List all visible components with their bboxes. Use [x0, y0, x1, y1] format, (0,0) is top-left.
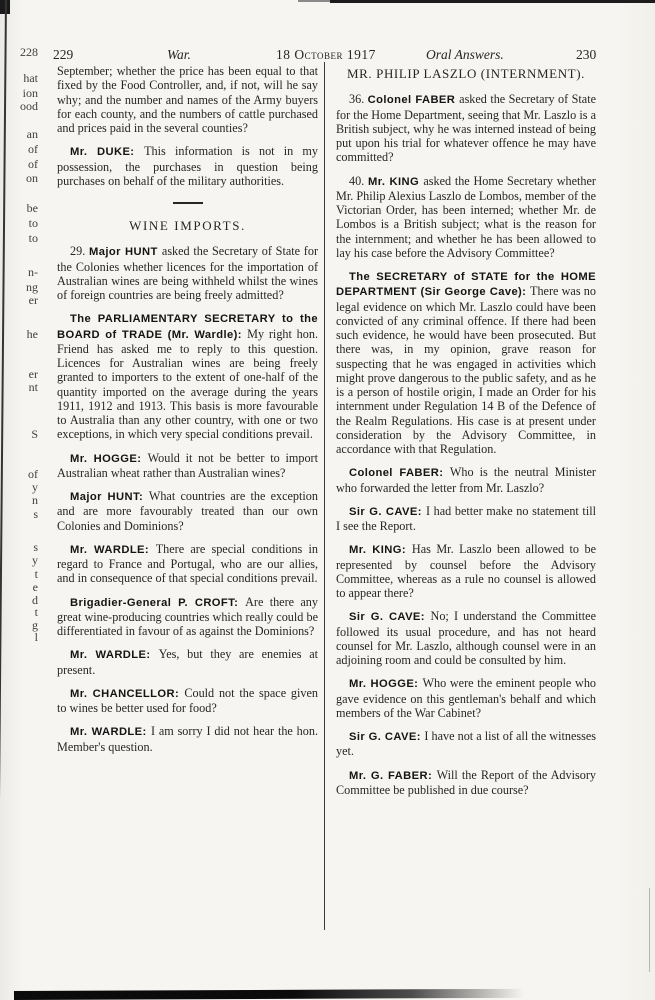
paragraph-text: Will the Report of the Advisory Committee be published in due course?: [336, 767, 596, 797]
paragraph-text: Who were the eminent people who gave evidence on this gentleman's behalf and which members of the War Cabinet?: [336, 676, 597, 720]
margin-fragment: y: [32, 480, 38, 494]
speaker-name: Colonel FABER: [367, 94, 460, 107]
margin-fragment: s: [33, 540, 38, 554]
section-heading: WINE IMPORTS.: [129, 218, 246, 233]
speaker-name: The SECRETARY of STATE for the HOME DEPARTMENT (Sir George Cave):: [336, 271, 596, 299]
paragraph: [57, 724, 318, 754]
margin-fragment: to: [28, 216, 38, 230]
speaker-name: Colonel FABER:: [349, 467, 450, 480]
margin-fragment: of: [28, 142, 38, 156]
paragraph-text: Could not the space given to wines be better used for food?: [57, 685, 318, 715]
speaker-name: Mr. WARDLE:: [70, 726, 151, 739]
scan-artifact-top-line-lead: [298, 0, 332, 2]
running-header-date: 18 October 1917: [276, 47, 376, 62]
paragraph: [336, 768, 596, 798]
paragraph: [57, 144, 318, 188]
margin-fragment: g: [32, 618, 38, 632]
question-number: 36.: [349, 92, 368, 107]
speaker-name: Mr. G. FABER:: [349, 769, 437, 782]
paragraph: [57, 595, 318, 639]
margin-fragment: S: [31, 427, 38, 441]
speaker-name: Sir G. CAVE:: [349, 731, 425, 743]
margin-fragment: 228: [20, 45, 38, 59]
paragraph-text: Has Mr. Laszlo been allowed to be represented by counsel before the Advisory Committee, whereas as a rule no counsel is allowed to appear there?: [336, 542, 597, 600]
speaker-name: Sir G. CAVE:: [349, 611, 431, 624]
paragraph: [57, 489, 318, 533]
paragraph-text: Are there any great wine-producing countries which really could be differentiated in favour of as against the Dominions?: [57, 594, 318, 638]
section-divider: [173, 202, 203, 204]
margin-fragment: t: [34, 567, 38, 581]
paragraph: [57, 64, 318, 135]
margin-fragment: er: [28, 293, 38, 307]
paragraph-text: asked the Home Secretary whether Mr. Philip Alexius Laszlo de Lombos, member of the Victorian Order, has been interned; whether Mr. de Lombos is a British subject; what is the reason for the internment; and whether he has been allowed to lay his case before the Advisory Committee?: [336, 173, 596, 260]
paragraph-text: asked the Secretary of State for the Home Department, seeing that Mr. Laszlo is a British subject, why he was interned instead of being put upon his trial for whatever offence he may have committed?: [336, 92, 596, 165]
margin-fragment: l: [34, 630, 38, 644]
paragraph-text: This information is not in my possession, the purchases in question being purchases on behalf of the military authorities.: [57, 144, 318, 188]
paragraph: [336, 542, 596, 600]
speaker-name: Mr. HOGGE:: [349, 678, 423, 691]
margin-fragment: s: [33, 507, 38, 521]
running-title-right: Oral Answers.: [426, 47, 504, 62]
page-number-left: 229: [53, 47, 74, 62]
speaker-name: Mr. CHANCELLOR:: [70, 687, 185, 700]
question-number: 40.: [349, 173, 368, 188]
speaker-name: Mr. DUKE:: [70, 146, 145, 159]
paragraph-text: What countries are the exception and are more favourably treated than our own Colonies and Dominions?: [57, 489, 318, 533]
margin-fragment: hat: [23, 71, 38, 85]
paragraph: [336, 92, 596, 164]
margin-fragment: he: [26, 327, 38, 341]
page-number-right: 230: [576, 47, 597, 62]
paragraph: [336, 465, 596, 495]
speaker-name: Mr. WARDLE:: [70, 649, 159, 662]
paragraph-text: Yes, but they are enemies at present.: [57, 647, 318, 677]
margin-fragment: er: [28, 367, 38, 381]
margin-fragment: n-: [28, 265, 38, 279]
margin-fragment: nt: [28, 380, 38, 394]
margin-fragment: n: [32, 493, 38, 507]
paragraph-text: Who is the neutral Minister who forwarded the letter from Mr. Laszlo?: [336, 465, 596, 495]
section-heading: MR. PHILIP LASZLO (INTERNMENT).: [346, 66, 586, 81]
column-left: [57, 64, 318, 763]
paragraph-text: I have not a list of all the witnesses yet.: [336, 729, 596, 759]
speaker-name: Major HUNT: [88, 246, 162, 259]
paragraph-text: asked the Secretary of State for the Colonies whether licences for the importation of Australian wines are being withheld whilst the wines of foreign countries are being freely admitted?: [57, 244, 319, 302]
margin-fragment: be: [26, 201, 38, 215]
speaker-name: Mr. KING: [367, 175, 424, 188]
paragraph-text: No; I understand the Committee followed its usual procedure, and has not heard counsel for Mr. Laszlo, although counsel were in an adjoining room and could be consulted by him.: [336, 609, 596, 667]
paragraph: [57, 647, 318, 677]
speaker-name: The PARLIAMENTARY SECRETARY to the BOARD of TRADE (Mr. Wardle):: [57, 313, 318, 341]
speaker-name: Sir G. CAVE:: [349, 505, 426, 518]
margin-fragment: e: [32, 580, 38, 594]
margin-fragment: y: [32, 553, 38, 567]
speaker-name: Mr. HOGGE:: [70, 452, 148, 465]
scan-artifact-page-fold-line: [0, 0, 7, 1000]
margin-fragment: ng: [26, 280, 38, 294]
paragraph: [57, 244, 318, 302]
paragraph: [336, 729, 596, 759]
question-number: 29.: [70, 244, 89, 259]
column-right: [336, 64, 596, 806]
speaker-name: Brigadier-General P. CROFT:: [70, 596, 246, 609]
margin-fragment: to: [28, 231, 38, 245]
scan-artifact-right-edge-line: [649, 888, 650, 972]
running-title-left: War.: [167, 47, 191, 62]
margin-fragments: [10, 0, 40, 1000]
paragraph-text: There was no legal evidence on which Mr. Laszlo could have been convicted of any criminal offence. If there had been such evidence, he would have been prosecuted. But there was, in my opinion, grave reason for suspecting that he was engaged in activities which might prove dangerous to the public safety, and as he is a person of hostile origin, I made an Order for his internment under Regulation 14 B of the Defence of the Realm Regulations. His case is at present under consideration by the Advisory Committee, in accordance with that Regulation.: [336, 284, 596, 456]
paragraph: [336, 676, 596, 720]
speaker-name: Major HUNT:: [70, 491, 149, 503]
paragraph-text: Would it not be better to import Australian wheat rather than Australian wines?: [57, 450, 319, 480]
scan-artifact-top-line: [330, 0, 655, 3]
margin-fragment: of: [28, 467, 38, 481]
paragraph-text: September; whether the price has been equal to that fixed by the Food Controller, and, if not, will he say why; and the number and names of the Army buyers for each county, and the numbers of cattle purchased and prices paid in the several counties?: [57, 64, 318, 135]
margin-fragment: ood: [20, 99, 38, 113]
paragraph-text: My right hon. Friend has asked me to reply to this question. Licences for Australian wines are being freely granted to importers to the extent of one-half of the quantity imported on the average during the years 1911, 1912 and 1913. This basis is more favourable to Australia than any other country, with one or two exceptions, in which very special conditions prevail.: [57, 326, 318, 442]
paragraph-text: I had better make no statement till I see the Report.: [336, 503, 596, 533]
paragraph: [336, 269, 596, 456]
paragraph: [57, 686, 318, 716]
paragraph: [57, 451, 318, 481]
margin-fragment: t: [34, 605, 38, 619]
paragraph: [336, 609, 596, 667]
paragraph: [57, 311, 318, 441]
margin-fragment: on: [26, 171, 38, 185]
paragraph: [57, 542, 318, 586]
margin-fragment: of: [28, 157, 38, 171]
page-header: [0, 47, 655, 65]
speaker-name: Mr. WARDLE:: [70, 543, 156, 556]
paragraph-text: I am sorry I did not hear the hon. Member's question.: [57, 724, 318, 754]
margin-fragment: ion: [22, 86, 38, 100]
margin-fragment: an: [26, 127, 38, 141]
scan-artifact-bottom-band: [14, 989, 524, 1000]
paragraph: [336, 504, 596, 534]
speaker-name: Mr. KING:: [349, 544, 412, 557]
column-divider-rule: [324, 62, 325, 930]
paragraph-text: There are special conditions in regard to France and Portugal, who are our allies, and in consequence of that special conditions prevail.: [57, 541, 318, 586]
margin-fragment: d: [32, 593, 38, 607]
paragraph: [336, 174, 596, 261]
